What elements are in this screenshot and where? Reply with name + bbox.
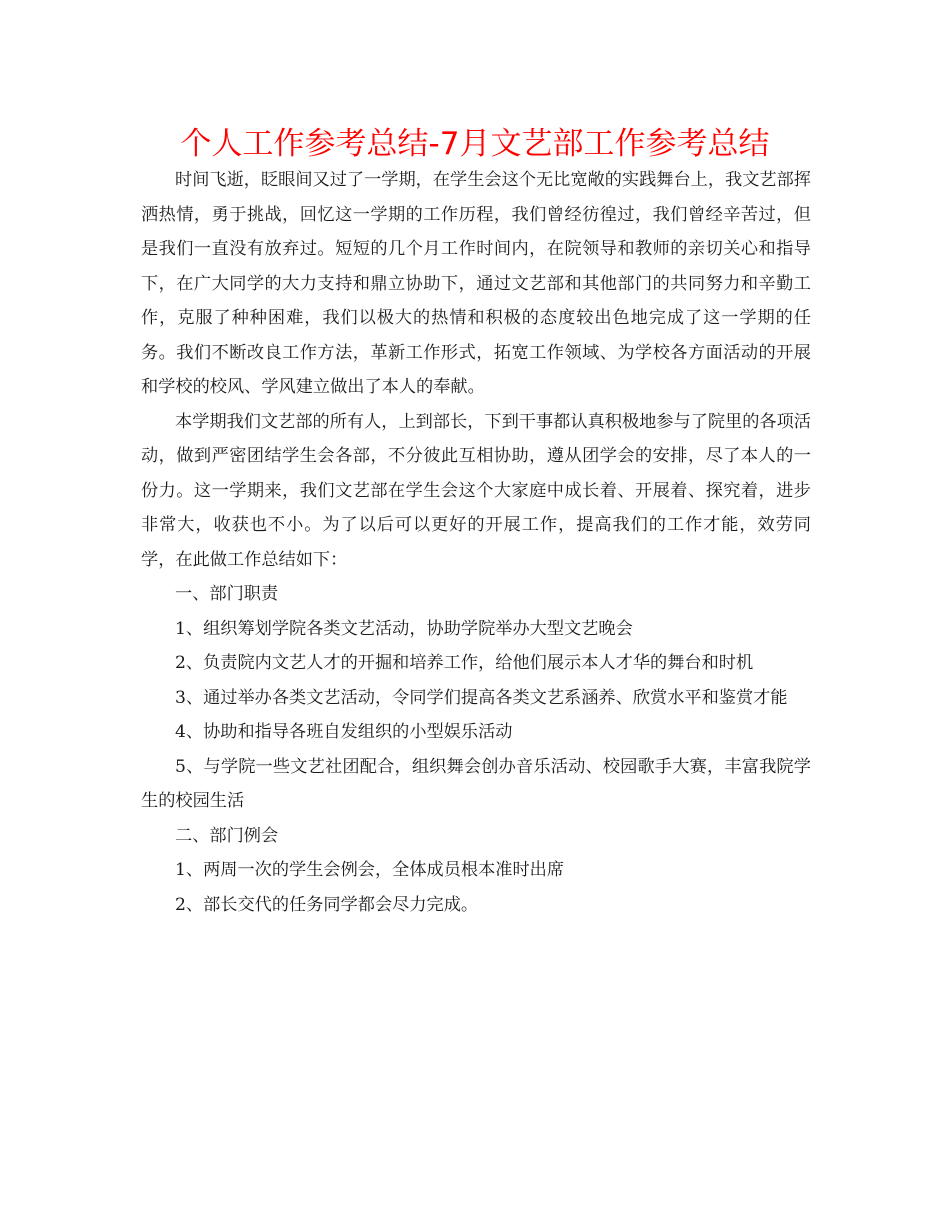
document-title: 个人工作参考总结-7月文艺部工作参考总结 <box>180 126 770 162</box>
section-heading-meetings: 二、部门例会 <box>175 825 279 846</box>
list-item-duty-2: 2、负责院内文艺人才的开掘和培养工作，给他们展示本人才华的舞台和时机 <box>175 653 754 673</box>
list-item-meeting-2: 2、部长交代的任务同学都会尽力完成。 <box>175 894 479 915</box>
list-item-duty-3: 3、通过举办各类文艺活动，令同学们提高各类文艺系涵养、欣赏水平和鉴赏才能 <box>175 687 788 708</box>
paragraph-intro: 时间飞逝，眨眼间又过了一学期，在学生会这个无比宽敞的实践舞台上，我文艺部挥洒热情，勇于挑战，回忆这一学期的工作历程，我们曾经彷徨过，我们曾经辛苦过，但是我们一直没有放弃过。短短的几个月工作时间内，在院领导和教师的亲切关心和指导下，在广大同学的大力支持和鼎立协助下，通过文艺部和其他部门的共同努力和辛勤工作，克服了种种困难，我们以极大的热情和积极的态度较出色地完成了这一学期的任务。我们不断改良工作方法，革新工作形式，拓宽工作领域、为学校各方面活动的开展和学校的校风、学风建立做出了本人的奉献。 <box>141 170 811 397</box>
list-item-duty-5: 5、与学院一些文艺社团配合，组织舞会创办音乐活动、校园歌手大赛，丰富我院学生的校园生活 <box>141 756 811 811</box>
list-item-duty-1: 1、组织筹划学院各类文艺活动，协助学院举办大型文艺晚会 <box>175 618 633 639</box>
list-item-duty-4: 4、协助和指导各班自发组织的小型娱乐活动 <box>175 722 513 742</box>
section-heading-duties: 一、部门职责 <box>175 584 279 604</box>
paragraph-summary: 本学期我们文艺部的所有人，上到部长，下到干事都认真积极地参与了院里的各项活动，做到严密团结学生会各部，不分彼此互相协助，遵从团学会的安排，尽了本人的一份力。这一学期来，我们文艺部在学生会这个大家庭中成长着、开展着、探究着，进步非常大，收获也不小。为了以后可以更好的开展工作，提高我们的工作才能，效劳同学，在此做工作总结如下： <box>141 411 811 570</box>
list-item-meeting-1: 1、两周一次的学生会例会，全体成员根本准时出席 <box>175 860 565 880</box>
document-body <box>141 163 811 922</box>
